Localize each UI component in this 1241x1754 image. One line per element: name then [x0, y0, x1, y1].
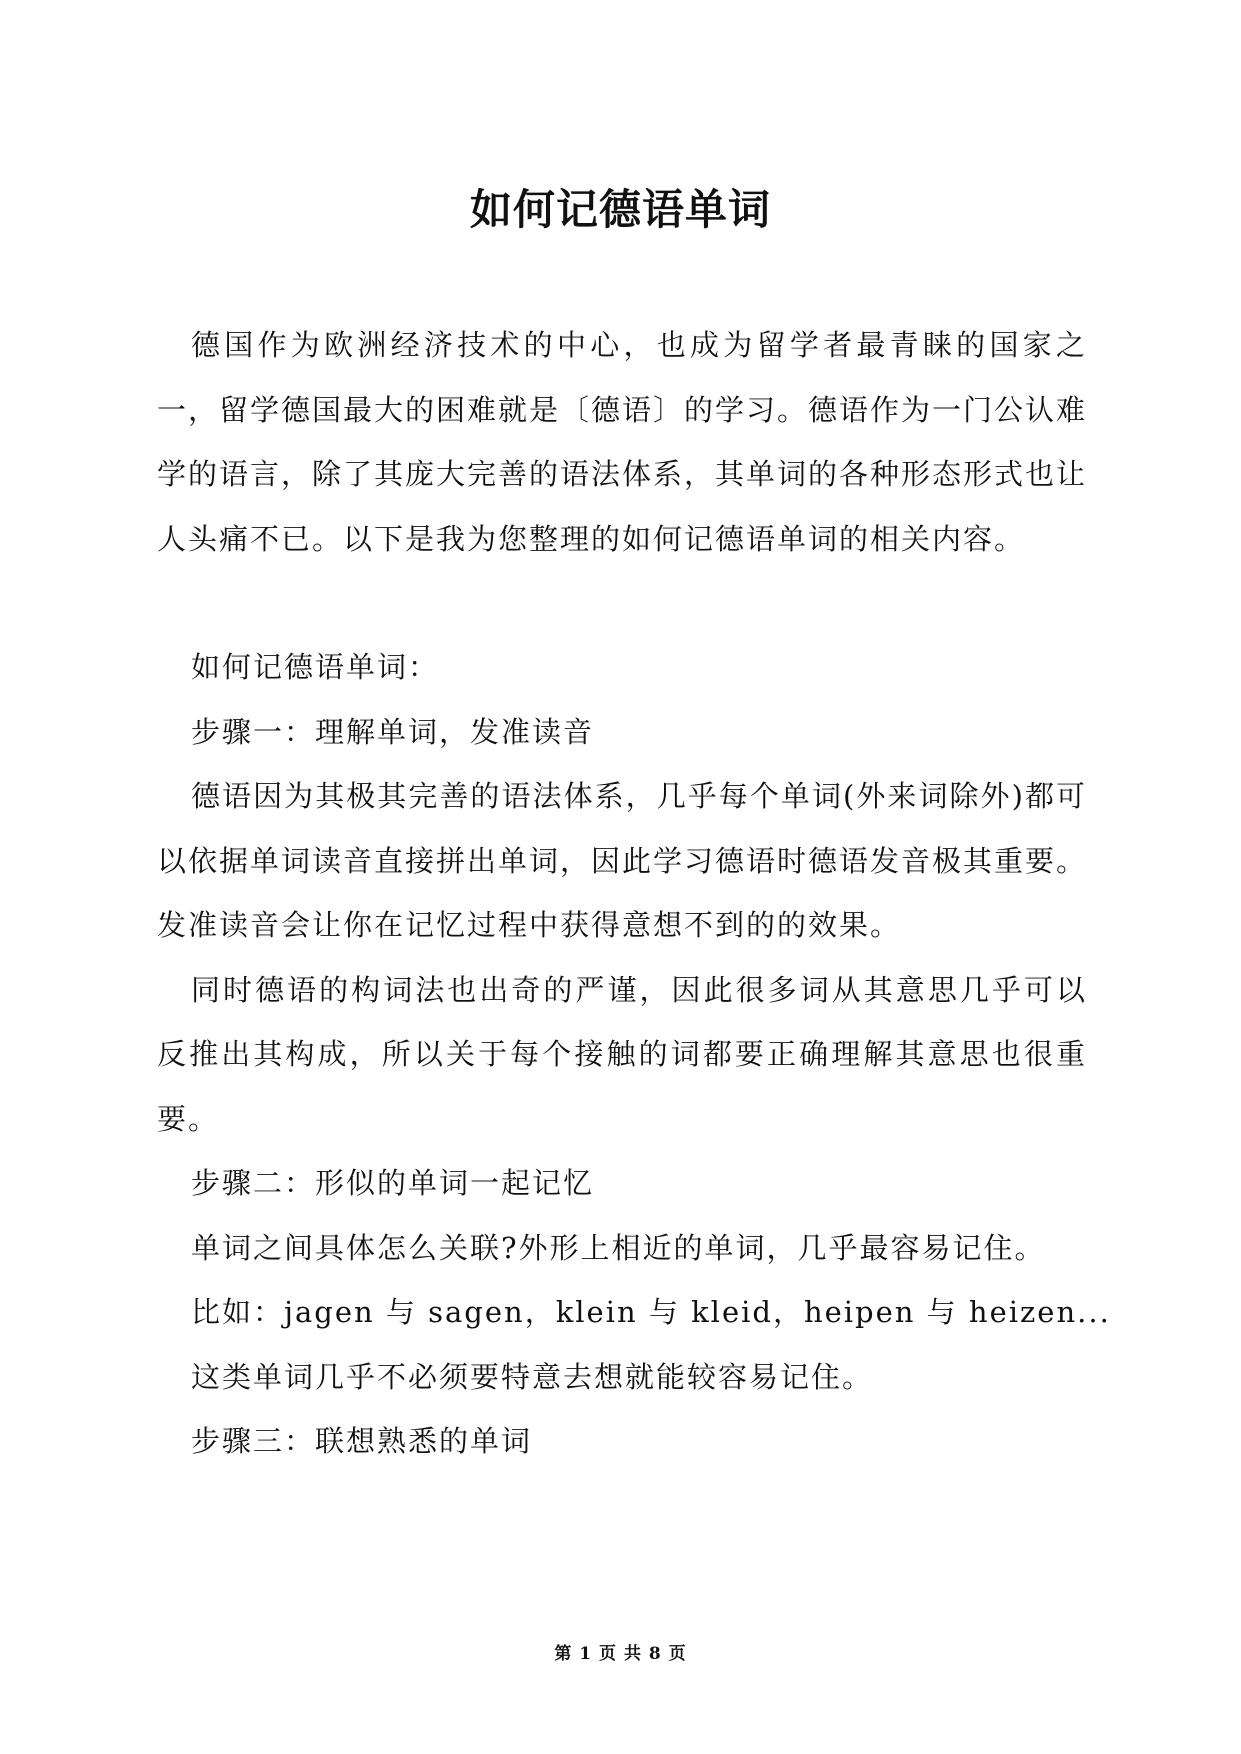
document-body	[157, 313, 1111, 1474]
step-two-heading: 步骤二：形似的单词一起记忆	[191, 1166, 595, 1200]
step-one-paragraph-1: 德语因为其极其完善的语法体系，几乎每个单词(外来词除外)都可以依据单词读音直接拼出单词，因此学习德语时德语发音极其重要。发准读音会让你在记忆过程中获得意想不到的的效果。	[157, 779, 1088, 942]
page-footer: 第 1 页 共 8 页	[554, 1644, 687, 1664]
intro-paragraph: 德国作为欧洲经济技术的中心，也成为留学者最青睐的国家之一，留学德国最大的困难就是〔德语〕的学习。德语作为一门公认难学的语言，除了其庞大完善的语法体系，其单词的各种形态形式也让人头痛不已。以下是我为您整理的如何记德语单词的相关内容。	[157, 328, 1088, 556]
step-two-paragraph-2: 这类单词几乎不必须要特意去想就能较容易记住。	[191, 1359, 874, 1394]
section-heading: 如何记德语单词：	[191, 650, 440, 684]
step-three-heading: 步骤三：联想熟悉的单词	[191, 1424, 533, 1458]
step-one-heading: 步骤一：理解单词，发准读音	[191, 714, 595, 749]
step-two-paragraph-1: 单词之间具体怎么关联?外形上相近的单词，几乎最容易记住。	[191, 1230, 1046, 1265]
step-one-paragraph-2: 同时德语的构词法也出奇的严谨，因此很多词从其意思几乎可以反推出其构成，所以关于每个接触的词都要正确理解其意思也很重要。	[157, 972, 1087, 1136]
step-two-example: 比如：jagen 与 sagen，klein 与 kleid，heipen 与 heizen...	[191, 1295, 1111, 1329]
document-title: 如何记德语单词	[469, 185, 771, 234]
